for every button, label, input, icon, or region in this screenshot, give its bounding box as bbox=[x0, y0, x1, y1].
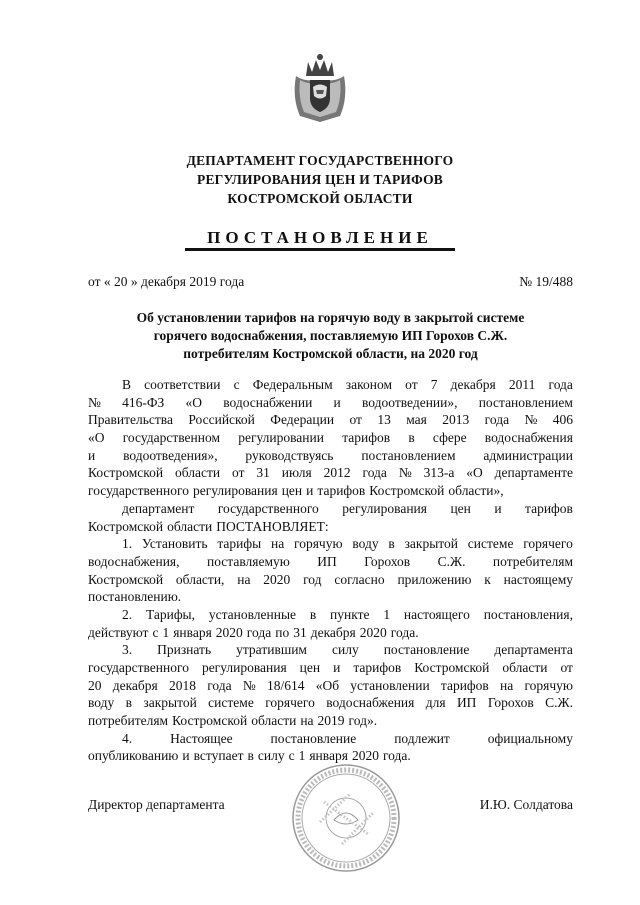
body-line bbox=[88, 500, 573, 518]
department-name-line: КОСТРОМСКОЙ ОБЛАСТИ bbox=[227, 191, 413, 206]
body-word: 2013 bbox=[442, 412, 470, 428]
body-line bbox=[88, 624, 573, 642]
body-word: цен bbox=[281, 483, 303, 499]
body-line bbox=[88, 712, 573, 730]
department-name bbox=[0, 151, 640, 208]
body-word: С.Ж. bbox=[437, 553, 466, 569]
body-word: № bbox=[524, 412, 538, 428]
body-word: области bbox=[175, 465, 221, 481]
body-word: ПОСТАНОВЛЯЕТ: bbox=[216, 518, 329, 534]
body-word: горячего bbox=[265, 695, 315, 711]
body-word: и bbox=[88, 447, 96, 463]
body-word: года. bbox=[382, 748, 411, 764]
body-word: «О bbox=[466, 465, 483, 481]
subject-line: горячего водоснабжения, поставляемую ИП Горохов С.Ж. bbox=[153, 328, 508, 343]
body-word: установлении bbox=[350, 677, 430, 693]
body-word: руководствуясь bbox=[245, 447, 334, 463]
body-word: Горохов bbox=[487, 695, 534, 711]
body-word: и bbox=[494, 500, 502, 516]
body-word: в bbox=[309, 606, 317, 622]
body-word: 1 bbox=[162, 624, 170, 640]
body-word: В bbox=[122, 377, 132, 392]
body-word: Костромской bbox=[172, 713, 248, 729]
body-word: постановление bbox=[383, 642, 470, 658]
body-word: законом bbox=[345, 377, 393, 392]
body-word: водоснабжения bbox=[484, 430, 573, 446]
body-word: области bbox=[167, 518, 213, 534]
body-line bbox=[88, 641, 573, 659]
body-word: в bbox=[247, 748, 254, 764]
body-word: цен bbox=[450, 500, 471, 516]
body-word: с bbox=[288, 748, 295, 764]
body-line bbox=[88, 571, 573, 589]
body-word: силу bbox=[257, 748, 285, 764]
body-word: для bbox=[425, 695, 446, 711]
body-word: пункте bbox=[330, 606, 370, 622]
body-word: регулировании bbox=[238, 430, 324, 446]
body-word: на bbox=[500, 677, 514, 693]
body-word: № bbox=[88, 394, 101, 410]
body-word: тарифов bbox=[440, 677, 489, 693]
body-word: государственного bbox=[217, 500, 319, 516]
body-word: по bbox=[275, 624, 290, 640]
body-word: опубликованию bbox=[88, 748, 179, 764]
body-word: ИП bbox=[317, 553, 337, 569]
body-word: 2020 bbox=[263, 571, 291, 587]
body-word: 406 bbox=[552, 412, 573, 428]
document-date: от « 20 » декабря 2019 года bbox=[88, 274, 245, 289]
body-word: 3. bbox=[122, 642, 133, 658]
body-word: № bbox=[242, 677, 256, 693]
body-word: 2012 bbox=[323, 465, 351, 481]
body-word: постановлением bbox=[478, 394, 573, 410]
body-word: июля bbox=[281, 465, 312, 481]
body-word: от bbox=[405, 377, 418, 392]
body-word: государственного bbox=[88, 660, 189, 675]
body-line bbox=[88, 535, 573, 553]
body-word: настоящего bbox=[403, 606, 470, 622]
body-word: департамент bbox=[122, 500, 195, 516]
body-word: подлежит bbox=[394, 730, 450, 746]
body-word: 1 bbox=[383, 606, 391, 622]
body-word: «О bbox=[88, 430, 105, 446]
body-word: вступает bbox=[193, 748, 244, 764]
body-word: от bbox=[232, 465, 245, 481]
body-word: 20 bbox=[88, 677, 102, 693]
body-word: постановления, bbox=[483, 606, 573, 622]
body-word: водоснабжении bbox=[223, 394, 313, 410]
body-word: области, bbox=[175, 571, 225, 587]
body-word: администрации bbox=[483, 447, 573, 463]
body-word: Костромской bbox=[88, 518, 164, 534]
body-word: декабря bbox=[310, 624, 356, 640]
body-word: Федеральным bbox=[252, 377, 333, 392]
body-word: 2020 bbox=[215, 624, 243, 640]
body-word: Признать bbox=[157, 642, 212, 658]
body-word: с bbox=[233, 377, 240, 392]
body-word: на bbox=[237, 571, 251, 587]
body-word: регулирования bbox=[201, 660, 287, 675]
official-seal-stamp bbox=[290, 762, 402, 874]
body-word: года bbox=[246, 624, 272, 640]
body-word: установленные bbox=[208, 606, 297, 622]
body-word: года bbox=[207, 677, 232, 693]
body-word: потребителям bbox=[492, 553, 573, 569]
body-word: официальному bbox=[487, 730, 573, 746]
body-word: в bbox=[125, 695, 133, 711]
body-word: 31 bbox=[293, 624, 307, 640]
body-word: 2018 bbox=[168, 677, 196, 693]
document-subject bbox=[88, 309, 573, 363]
body-word: закрытой bbox=[143, 695, 197, 711]
body-word: 2020 bbox=[359, 624, 387, 640]
body-word: горячего bbox=[523, 536, 573, 552]
body-word: в bbox=[408, 430, 415, 446]
body-line bbox=[88, 588, 573, 606]
body-word: 313-а bbox=[423, 465, 455, 481]
body-line bbox=[88, 464, 573, 482]
body-word: в bbox=[388, 536, 395, 552]
body-word: государственном bbox=[122, 430, 220, 446]
body-word: Российской bbox=[188, 412, 255, 428]
body-word: Костромской bbox=[88, 571, 164, 587]
body-line bbox=[88, 553, 573, 571]
body-word: департамента bbox=[494, 642, 573, 658]
body-word: государственного bbox=[88, 483, 189, 499]
body-word: утратившим bbox=[236, 642, 307, 658]
body-word: на bbox=[271, 536, 285, 552]
body-line bbox=[88, 376, 573, 394]
body-word: Горохов bbox=[364, 553, 411, 569]
body-line bbox=[88, 394, 573, 412]
body-word: постановлением bbox=[361, 447, 456, 463]
document-body bbox=[88, 376, 573, 765]
body-word: и bbox=[306, 483, 314, 499]
body-word: 416-ФЗ bbox=[122, 394, 165, 410]
body-word: тарифов bbox=[317, 483, 366, 499]
body-word: водоснабжения bbox=[326, 695, 415, 711]
body-word: водоотведения», bbox=[123, 447, 218, 463]
document-number: № 19/488 bbox=[519, 274, 573, 289]
body-word: тарифов bbox=[342, 430, 391, 446]
body-word: и bbox=[333, 394, 341, 410]
body-word: регулирования bbox=[342, 500, 427, 516]
body-word: департаменте bbox=[494, 465, 573, 481]
body-word: настоящему bbox=[503, 571, 573, 587]
body-word: области bbox=[502, 660, 548, 675]
department-name-line: ДЕПАРТАМЕНТ ГОСУДАРСТВЕННОГО bbox=[186, 153, 454, 168]
body-word: водоснабжения, bbox=[88, 553, 180, 569]
body-word: Установить bbox=[141, 536, 208, 552]
body-word: области bbox=[251, 713, 297, 729]
body-word: года bbox=[548, 377, 573, 392]
body-word: Правительства bbox=[88, 412, 173, 428]
body-word: 4. bbox=[122, 730, 133, 746]
body-word: от bbox=[349, 412, 362, 428]
body-word: и bbox=[182, 748, 190, 764]
body-word: постановлению. bbox=[88, 589, 182, 605]
body-word: потребителям bbox=[88, 713, 169, 729]
body-word: 1 bbox=[298, 748, 306, 764]
body-word: регулирования bbox=[192, 483, 278, 499]
subject-line: потребителям Костромской области, на 2020 год bbox=[183, 346, 478, 361]
body-word: 18/614 bbox=[266, 677, 305, 693]
body-word: 31 bbox=[256, 465, 270, 481]
body-word: согласно bbox=[334, 571, 385, 587]
body-line bbox=[88, 694, 573, 712]
body-word: системе bbox=[467, 536, 514, 552]
body-word: ИП bbox=[456, 695, 477, 711]
body-word: от bbox=[560, 660, 573, 675]
body-line bbox=[88, 411, 573, 429]
body-line bbox=[88, 677, 573, 695]
coat-of-arms-emblem bbox=[290, 52, 350, 124]
title-underline bbox=[185, 248, 455, 251]
body-line bbox=[88, 606, 573, 624]
body-word: тарифов bbox=[353, 660, 402, 675]
body-word: водоотведении», bbox=[361, 394, 458, 410]
body-line bbox=[88, 659, 573, 677]
body-word: сфере bbox=[432, 430, 467, 446]
body-word: воду bbox=[88, 695, 115, 711]
department-name-line: РЕГУЛИРОВАНИЯ ЦЕН И ТАРИФОВ bbox=[197, 172, 443, 187]
body-word: приложению bbox=[397, 571, 472, 587]
body-word: № bbox=[398, 465, 412, 481]
body-word: года bbox=[484, 412, 510, 428]
body-word: тарифов bbox=[525, 500, 573, 516]
body-word: действуют bbox=[88, 624, 149, 640]
body-word: Костромской bbox=[88, 465, 164, 481]
body-word: 7 bbox=[430, 377, 438, 392]
body-line bbox=[88, 447, 573, 465]
body-word: соответствии bbox=[144, 377, 221, 392]
body-word: декабря bbox=[450, 377, 496, 392]
body-word: воду bbox=[352, 536, 379, 552]
body-word: закрытой bbox=[404, 536, 458, 552]
body-word: Настоящее bbox=[170, 730, 233, 746]
body-word: год bbox=[303, 571, 322, 587]
body-line bbox=[88, 518, 573, 536]
body-word: поставляемую bbox=[206, 553, 290, 569]
body-word: мая bbox=[406, 412, 427, 428]
body-word: Тарифы, bbox=[145, 606, 196, 622]
body-word: 1. bbox=[122, 536, 133, 552]
body-line bbox=[88, 429, 573, 447]
body-word: горячую bbox=[294, 536, 343, 552]
body-word: года. bbox=[390, 624, 419, 640]
body-word: 13 bbox=[377, 412, 391, 428]
body-word: С.Ж. bbox=[545, 695, 573, 711]
signatory-name: И.Ю. Солдатова bbox=[479, 797, 573, 812]
body-line bbox=[88, 482, 573, 500]
body-word: области», bbox=[448, 483, 504, 499]
body-word: 2011 bbox=[508, 377, 536, 392]
body-word: с bbox=[152, 624, 159, 640]
body-word: января bbox=[173, 624, 212, 640]
body-word: Костромской bbox=[414, 660, 490, 675]
body-word: «О bbox=[185, 394, 202, 410]
body-word: горячую bbox=[524, 677, 573, 693]
subject-line: Об установлении тарифов на горячую воду в закрытой системе bbox=[136, 310, 525, 325]
body-word: на bbox=[300, 713, 314, 729]
body-word: тарифы bbox=[217, 536, 262, 552]
body-word: декабря bbox=[112, 677, 158, 693]
document-type-title: ПОСТАНОВЛЕНИЕ bbox=[207, 228, 433, 247]
signatory-position: Директор департамента bbox=[88, 797, 225, 812]
body-word: год». bbox=[348, 713, 378, 729]
body-word: силу bbox=[331, 642, 359, 658]
body-word: системе bbox=[208, 695, 254, 711]
body-word: Костромской bbox=[369, 483, 445, 499]
body-word: 2. bbox=[122, 606, 133, 622]
body-word: постановление bbox=[270, 730, 357, 746]
body-word: «Об bbox=[315, 677, 340, 693]
body-word: Федерации bbox=[270, 412, 335, 428]
body-word: цен bbox=[299, 660, 321, 675]
body-word: года bbox=[362, 465, 387, 481]
body-word: и bbox=[333, 660, 341, 675]
body-word: 2019 bbox=[317, 713, 345, 729]
body-line bbox=[88, 730, 573, 748]
body-word: января bbox=[309, 748, 348, 764]
body-word: 2020 bbox=[351, 748, 379, 764]
body-word: к bbox=[484, 571, 491, 587]
